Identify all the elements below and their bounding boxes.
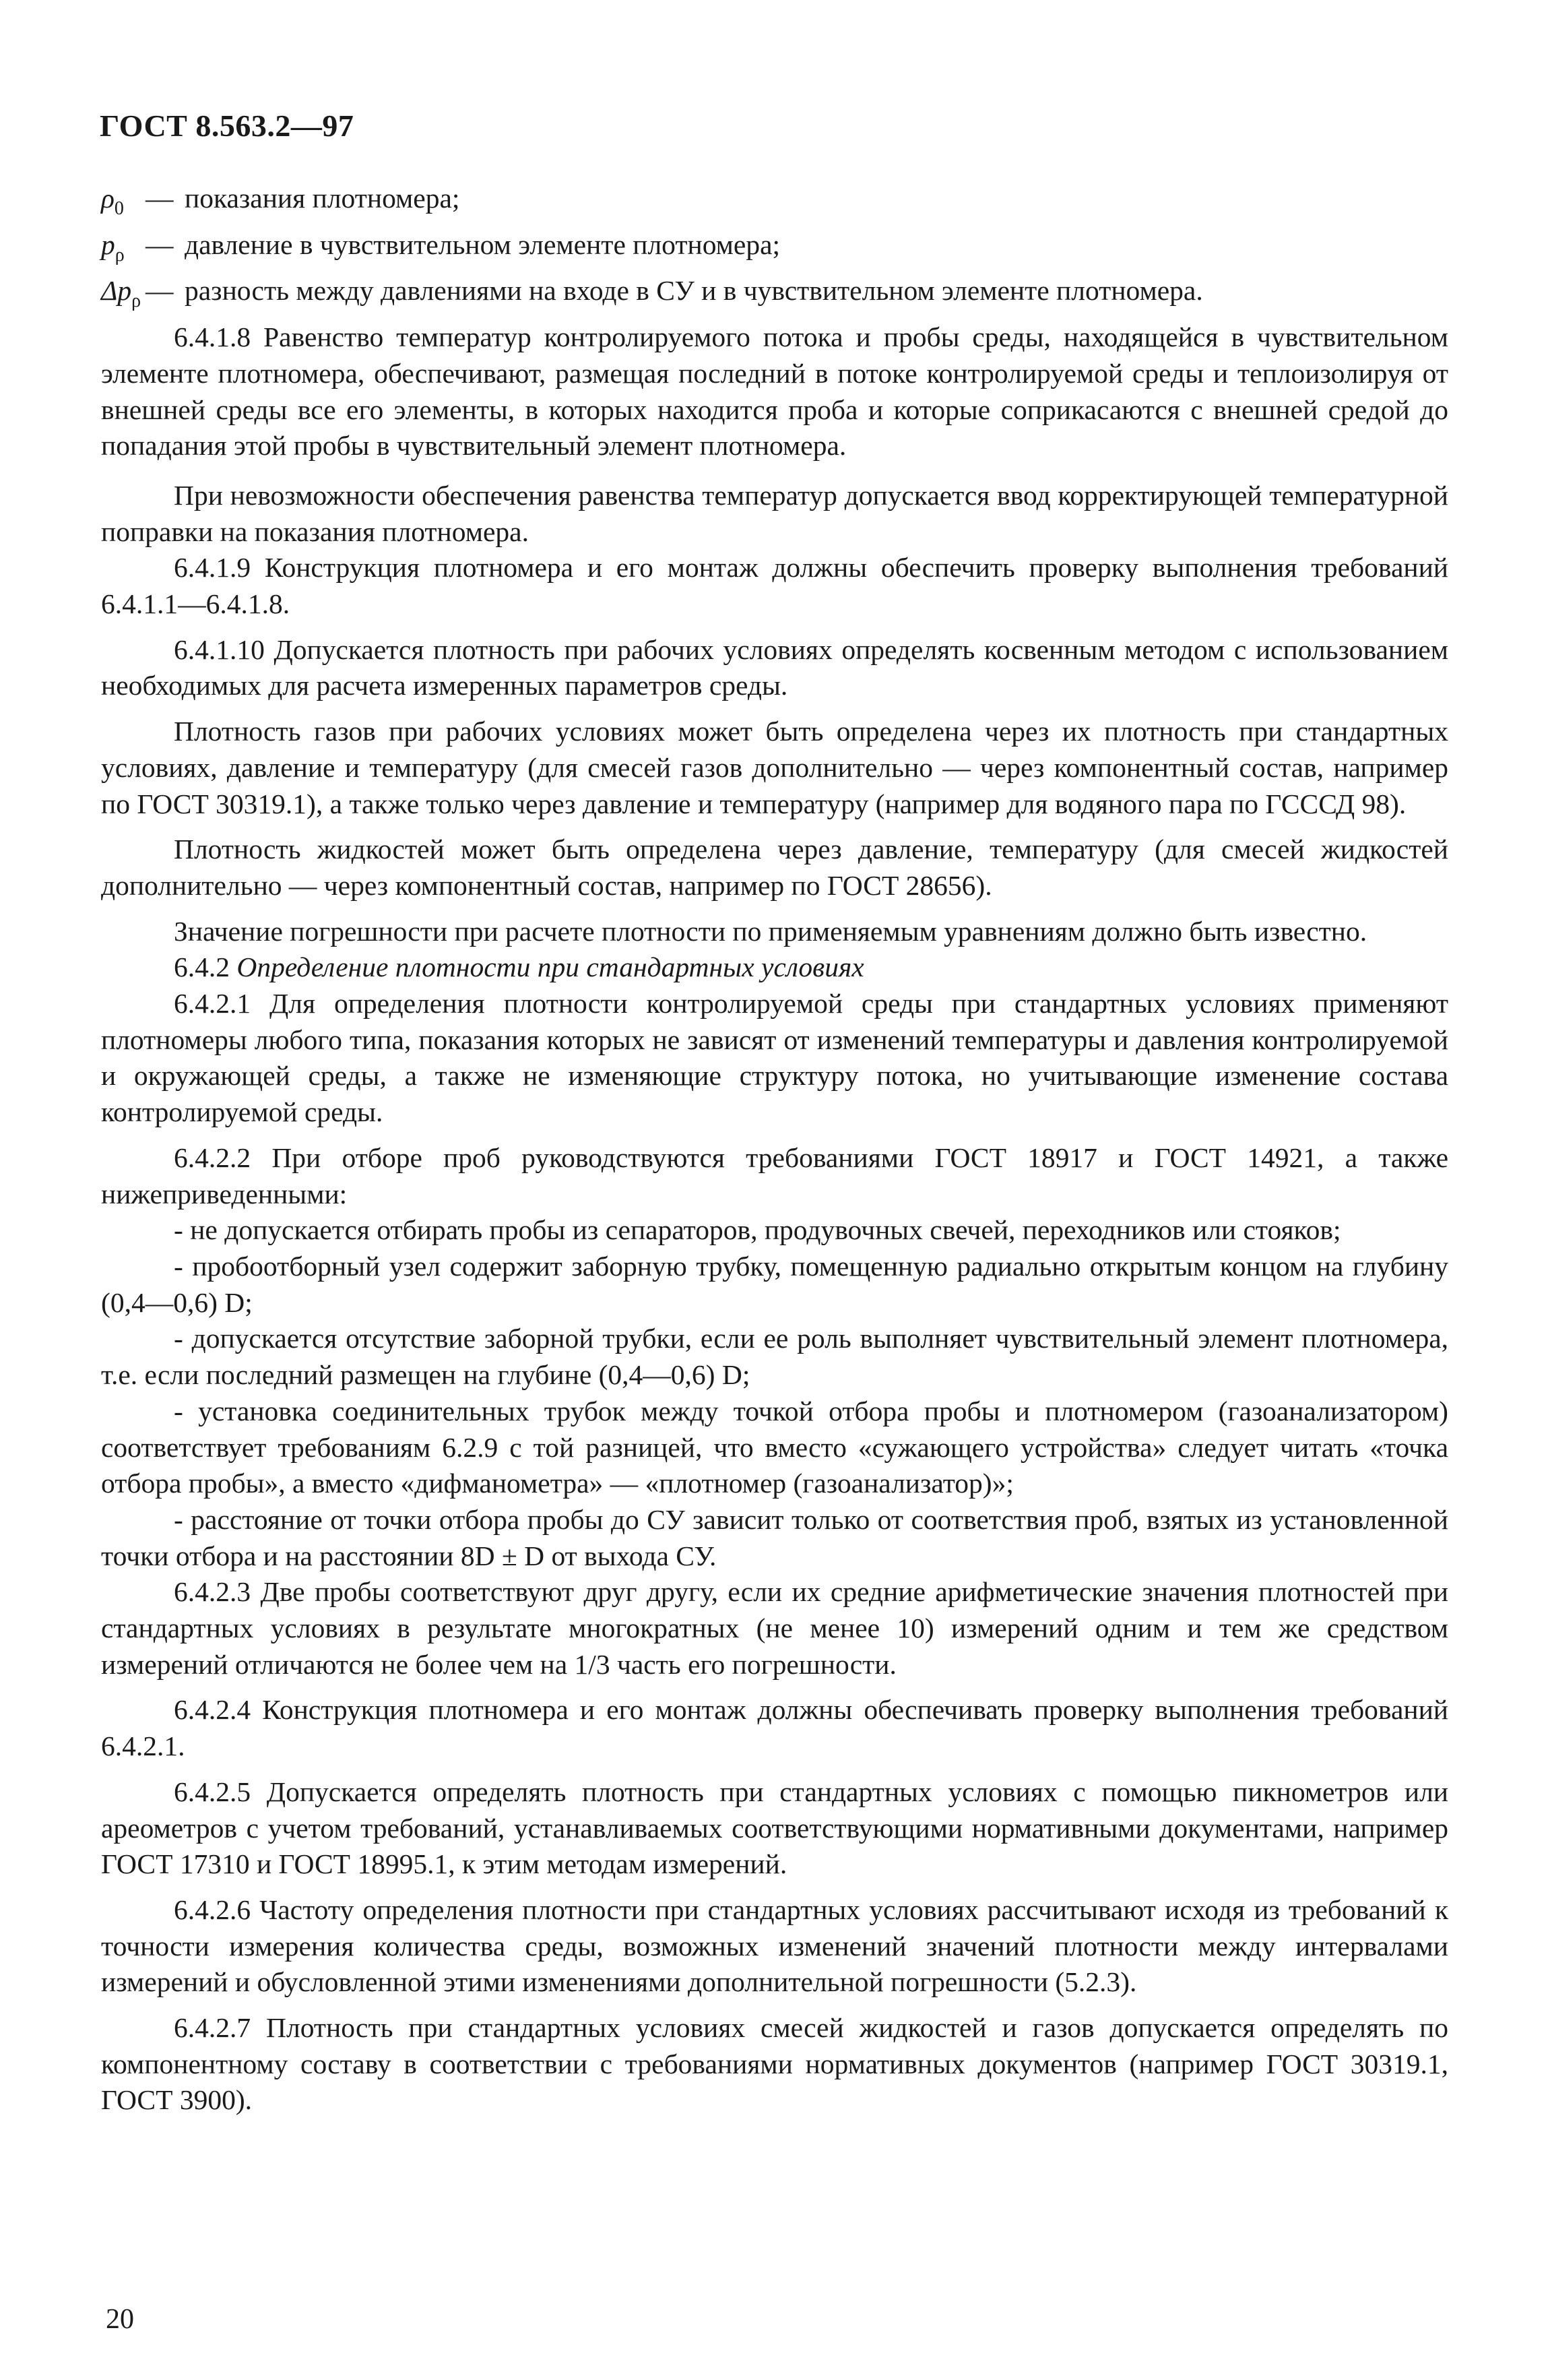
legend-text: показания плотномера;: [185, 183, 460, 214]
clause-6-4-2-heading: [101, 949, 1448, 986]
legend-item-pressure: [101, 227, 1448, 274]
legend-symbol: $\Delta p_\rho$: [101, 275, 141, 312]
clause-6-4-1-10: 6.4.1.10 Допускается плотность при рабочих условиях определять косвенным методом с использованием необходимых для расчета измеренных параметров среды.: [101, 633, 1448, 701]
legend-dash: —: [146, 183, 174, 214]
legend-text: давление в чувствительном элементе плотномера;: [185, 228, 781, 260]
legend-text: разность между давлениями на входе в СУ и в чувствительном элементе плотномера.: [185, 275, 1203, 307]
document-body: [101, 181, 1448, 2119]
clause-number: 6.4.2: [174, 951, 230, 983]
legend-item-density-reading: [101, 181, 1448, 227]
clause-title: Определение плотности при стандартных условиях: [236, 951, 864, 983]
paragraph-temp-correction: При невозможности обеспечения равенства температур допускается ввод корректирующей температурной поправки на показания плотномера.: [101, 479, 1448, 547]
list-item: - расстояние от точки отбора пробы до СУ зависит только от соответствия проб, взятых из установленной точки отбора и на расстоянии 8D ± D от выхода СУ.: [101, 1503, 1448, 1571]
legend-symbol: $p_\rho$: [101, 228, 125, 265]
clause-6-4-2-2: 6.4.2.2 При отборе проб руководствуются требованиями ГОСТ 18917 и ГОСТ 14921, а также нижеприведенными:: [101, 1141, 1448, 1210]
list-item: - не допускается отбирать пробы из сепараторов, продувочных свечей, переходников или стояков;: [174, 1214, 1341, 1246]
paragraph-liquid-density: Плотность жидкостей может быть определена через давление, температуру (для смесей жидкостей дополнительно — через компонентный состав, например по ГОСТ 28656).: [101, 834, 1448, 901]
legend-symbol: $\rho_0$: [101, 183, 124, 219]
list-item: - пробоотборный узел содержит заборную трубку, помещенную радиально открытым концом на глубину (0,4—0,6) D;: [101, 1250, 1448, 1318]
legend-dash: —: [146, 228, 174, 260]
clause-6-4-2-6: 6.4.2.6 Частоту определения плотности при стандартных условиях рассчитывают исходя из требований к точности измерения количества среды, возможных изменений значений плотности между интервалами измерений и обусловленной этими изменениями дополнительной погрешности (5.2.3).: [101, 1893, 1448, 1998]
list-item: - допускается отсутствие заборной трубки, если ее роль выполняет чувствительный элемент плотномера, т.е. если последний размещен на глубине (0,4—0,6) D;: [101, 1323, 1448, 1391]
page-number: 20: [106, 2304, 134, 2335]
clause-6-4-2-4: 6.4.2.4 Конструкция плотномера и его монтаж должны обеспечивать проверку выполнения требований 6.4.2.1.: [101, 1694, 1448, 1762]
clause-6-4-1-8: 6.4.1.8 Равенство температур контролируемого потока и пробы среды, находящейся в чувствительном элементе плотномера, обеспечивают, размещая последний в потоке контролируемой среды и теплоизолируя от внешней среды все его элементы, в которых находится проба и которые соприкасаются с внешней средой до попадания этой пробы в чувствительный элемент плотномера.: [101, 321, 1448, 462]
legend-item-pressure-difference: [101, 273, 1448, 319]
clause-6-4-2-3: 6.4.2.3 Две пробы соответствуют друг другу, если их средние арифметические значения плотностей при стандартных условиях в результате многократных (не менее 10) измерений одним и тем же средством измерений отличаются не более чем на 1/3 часть его погрешности.: [101, 1576, 1448, 1680]
clause-6-4-1-9: 6.4.1.9 Конструкция плотномера и его монтаж должны обеспечить проверку выполнения требований 6.4.1.1—6.4.1.8.: [101, 552, 1448, 620]
paragraph-error-value: Значение погрешности при расчете плотности по применяемым уравнениям должно быть известно.: [174, 915, 1367, 947]
clause-6-4-2-1: 6.4.2.1 Для определения плотности контролируемой среды при стандартных условиях применяют плотномеры любого типа, показания которых не зависят от изменений температуры и давления контролируемой и окружающей среды, а также не изменяющие структуру потока, но учитывающие изменение состава контролируемой среды.: [101, 988, 1448, 1128]
paragraph-gas-density: Плотность газов при рабочих условиях может быть определена через их плотность при стандартных условиях, давление и температуру (для смесей газов дополнительно — через компонентный состав, например по ГОСТ 30319.1), а также только через давление и температуру (например для водяного пара по ГСССД 98).: [101, 716, 1448, 819]
clause-6-4-2-5: 6.4.2.5 Допускается определять плотность при стандартных условиях с помощью пикнометров или ареометров с учетом требований, устанавливаемых соответствующими нормативными документами, например ГОСТ 17310 и ГОСТ 18995.1, к этим методам измерений.: [101, 1776, 1448, 1880]
clause-6-4-2-7: 6.4.2.7 Плотность при стандартных условиях смесей жидкостей и газов допускается определять по компонентному составу в соответствии с требованиями нормативных документов (например ГОСТ 30319.1, ГОСТ 3900).: [101, 2012, 1448, 2116]
legend-dash: —: [146, 275, 174, 307]
page-header: ГОСТ 8.563.2—97: [100, 108, 354, 143]
list-item: - установка соединительных трубок между точкой отбора пробы и плотномером (газоанализатором) соответствует требованиям 6.2.9 с той разницей, что вместо «сужающего устройства» следует читать «точка отбора пробы», а вместо «дифманометра» — «плотномер (газоанализатор)»;: [101, 1395, 1448, 1499]
